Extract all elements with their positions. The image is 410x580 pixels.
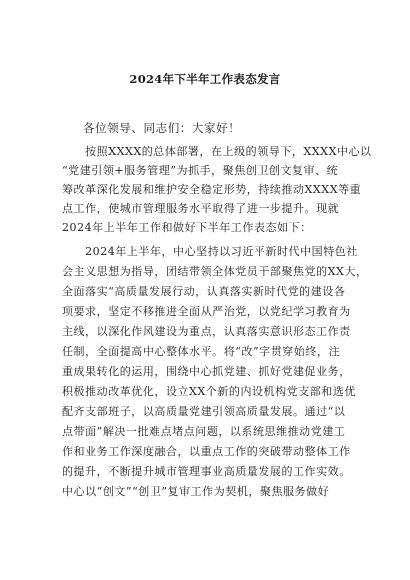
body-line: 作和业务工作深度融合，以重点工作的突破带动整体工作 — [62, 445, 351, 458]
greeting-line: 各位领导、同志们：大家好！ — [83, 121, 241, 135]
body-line: “党建引领+服务管理”为抓手，聚焦创卫创文复审、统 — [62, 164, 339, 177]
body-line: 主线，以深化作风建设为重点，认真落实意识形态工作责 — [62, 325, 351, 338]
body-line: 按照XXXX的总体部署，在上级的领导下，XXXX中心以 — [62, 145, 372, 158]
body-line: 2024年上半年，中心坚持以习近平新时代中国特色社 — [62, 245, 358, 258]
body-line: 中心以“创文”“创卫”复审工作为契机，聚焦服务做好 — [62, 485, 330, 498]
body-line: 积极推动改革优化，设立XX个新的内设机构党支部和选优 — [62, 385, 356, 398]
body-line: 筹改革深化发展和维护安全稳定形势，持续推动XXXX等重 — [62, 183, 362, 196]
body-line: 2024年上半年工作和做好下半年工作表态如下： — [62, 221, 312, 234]
body-line: 任制，全面提高中心整体水平。将“改”字贯穿始终，注 — [62, 345, 340, 358]
body-line: 会主义思想为指导，团结带领全体党员干部聚焦党的XX大， — [62, 265, 368, 278]
body-line: 的提升，不断提升城市管理事业高质量发展的工作实效。 — [62, 465, 351, 478]
body-line: 全面落实“高质量发展行动，认真落实新时代党的建设各 — [62, 285, 346, 298]
body-line: 项要求，坚定不移推进全面从严治党，以党纪学习教育为 — [62, 305, 351, 318]
body-line: 点带面”解决一批难点堵点问题，以系统思维推动党建工 — [62, 425, 346, 438]
body-line: 配齐支部班子，以高质量党建引领高质量发展。通过“以 — [62, 405, 346, 418]
body-line: 重成果转化的运用，围绕中心抓党建、抓好党建促业务， — [62, 365, 351, 378]
document-title: 2024年下半年工作表态发言 — [129, 72, 281, 86]
body-line: 点工作，使城市管理服务水平取得了进一步提升。现就 — [62, 202, 340, 215]
